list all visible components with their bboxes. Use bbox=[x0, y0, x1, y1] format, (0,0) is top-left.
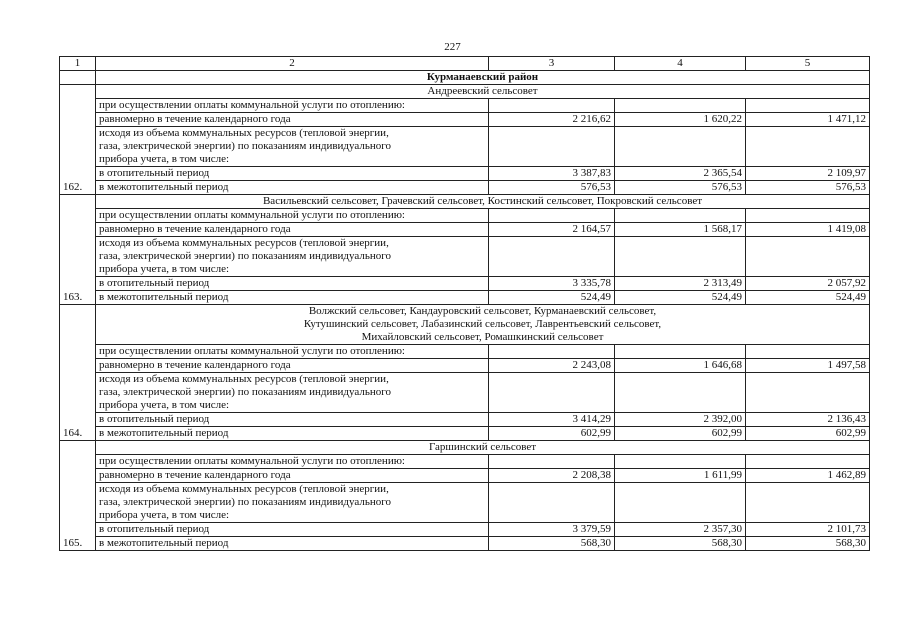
non-heating-period-row-label: в межотопительный период bbox=[96, 427, 489, 441]
non-heating-period-row-value-col3: 576,53 bbox=[489, 181, 615, 195]
intro-empty-col5 bbox=[746, 345, 870, 359]
non-heating-period-row-value-col5: 568,30 bbox=[746, 537, 870, 551]
non-heating-period-row bbox=[60, 427, 870, 441]
even-payment-row-value-col4: 1 568,17 bbox=[615, 223, 746, 237]
intro-empty-col4 bbox=[615, 455, 746, 469]
meter-text-line: прибора учета, в том числе: bbox=[99, 399, 230, 411]
heating-period-row-value-col5: 2 109,97 bbox=[746, 167, 870, 181]
intro-row bbox=[60, 99, 870, 113]
even-payment-row bbox=[60, 469, 870, 483]
non-heating-period-row-value-col3: 602,99 bbox=[489, 427, 615, 441]
non-heating-period-row-label: в межотопительный период bbox=[96, 537, 489, 551]
even-payment-row-value-col5: 1 419,08 bbox=[746, 223, 870, 237]
heating-period-row bbox=[60, 167, 870, 181]
non-heating-period-row-label: в межотопительный период bbox=[96, 291, 489, 305]
intro-label: при осуществлении оплаты коммунальной услуги по отоплению: bbox=[96, 455, 489, 469]
meter-description bbox=[96, 237, 489, 277]
intro-label: при осуществлении оплаты коммунальной услуги по отоплению: bbox=[96, 209, 489, 223]
even-payment-row bbox=[60, 113, 870, 127]
intro-empty-col4 bbox=[615, 99, 746, 113]
section-number: 164. bbox=[60, 305, 96, 441]
even-payment-row-value-col4: 1 646,68 bbox=[615, 359, 746, 373]
meter-text-line: газа, электрической энергии) по показаниям индивидуального bbox=[99, 386, 391, 398]
intro-empty-col5 bbox=[746, 209, 870, 223]
settlement-line: Кутушинский сельсовет, Лабазинский сельсовет, Лаврентьевский сельсовет, bbox=[303, 318, 662, 330]
heating-period-row-value-col4: 2 392,00 bbox=[615, 413, 746, 427]
intro-empty-col3 bbox=[489, 209, 615, 223]
intro-label: при осуществлении оплаты коммунальной услуги по отоплению: bbox=[96, 99, 489, 113]
column-header-1: 1 bbox=[60, 57, 96, 71]
settlement-line: Волжский сельсовет, Кандауровский сельсовет, Курманаевский сельсовет, bbox=[308, 305, 657, 317]
non-heating-period-row-value-col4: 524,49 bbox=[615, 291, 746, 305]
section-number: 163. bbox=[60, 195, 96, 305]
column-header-2: 2 bbox=[96, 57, 489, 71]
meter-row bbox=[60, 483, 870, 523]
non-heating-period-row-value-col5: 602,99 bbox=[746, 427, 870, 441]
meter-empty-col4 bbox=[615, 127, 746, 167]
meter-row bbox=[60, 237, 870, 277]
meter-empty-col4 bbox=[615, 237, 746, 277]
intro-row bbox=[60, 455, 870, 469]
non-heating-period-row bbox=[60, 291, 870, 305]
page-number: 227 bbox=[444, 41, 461, 53]
heating-period-row bbox=[60, 277, 870, 291]
meter-description bbox=[96, 127, 489, 167]
non-heating-period-row bbox=[60, 181, 870, 195]
meter-text-line: исходя из объема коммунальных ресурсов (тепловой энергии, bbox=[99, 127, 389, 139]
meter-text-line: прибора учета, в том числе: bbox=[99, 153, 230, 165]
even-payment-row-value-col4: 1 611,99 bbox=[615, 469, 746, 483]
column-header-3: 3 bbox=[489, 57, 615, 71]
even-payment-row-value-col4: 1 620,22 bbox=[615, 113, 746, 127]
even-payment-row-value-col5: 1 471,12 bbox=[746, 113, 870, 127]
heating-period-row-value-col5: 2 136,43 bbox=[746, 413, 870, 427]
column-header-5: 5 bbox=[746, 57, 870, 71]
even-payment-row-value-col5: 1 462,89 bbox=[746, 469, 870, 483]
even-payment-row-label: равномерно в течение календарного года bbox=[96, 469, 489, 483]
intro-empty-col3 bbox=[489, 455, 615, 469]
district-row bbox=[60, 71, 870, 85]
heating-period-row-label: в отопительный период bbox=[96, 523, 489, 537]
intro-empty-col5 bbox=[746, 99, 870, 113]
even-payment-row-value-col3: 2 164,57 bbox=[489, 223, 615, 237]
meter-empty-col5 bbox=[746, 483, 870, 523]
heating-period-row-value-col4: 2 313,49 bbox=[615, 277, 746, 291]
settlement-names bbox=[96, 305, 870, 345]
heating-period-row bbox=[60, 523, 870, 537]
meter-description bbox=[96, 373, 489, 413]
settlement-line: Андреевский сельсовет bbox=[427, 85, 538, 97]
heating-period-row-value-col5: 2 101,73 bbox=[746, 523, 870, 537]
heating-period-row-value-col3: 3 387,83 bbox=[489, 167, 615, 181]
intro-empty-col4 bbox=[615, 209, 746, 223]
even-payment-row-label: равномерно в течение календарного года bbox=[96, 113, 489, 127]
section-header-row bbox=[60, 195, 870, 209]
non-heating-period-row-value-col3: 524,49 bbox=[489, 291, 615, 305]
heating-period-row bbox=[60, 413, 870, 427]
heating-period-row-label: в отопительный период bbox=[96, 413, 489, 427]
settlement-line: Васильевский сельсовет, Грачевский сельсовет, Костинский сельсовет, Покровский сельсовет bbox=[262, 195, 703, 207]
even-payment-row-value-col3: 2 216,62 bbox=[489, 113, 615, 127]
meter-text-line: газа, электрической энергии) по показаниям индивидуального bbox=[99, 496, 391, 508]
even-payment-row-value-col5: 1 497,58 bbox=[746, 359, 870, 373]
settlement-names bbox=[96, 195, 870, 209]
meter-empty-col5 bbox=[746, 127, 870, 167]
meter-empty-col3 bbox=[489, 483, 615, 523]
non-heating-period-row-value-col5: 524,49 bbox=[746, 291, 870, 305]
section-header-row bbox=[60, 305, 870, 345]
settlement-names bbox=[96, 85, 870, 99]
heating-period-row-value-col3: 3 414,29 bbox=[489, 413, 615, 427]
intro-empty-col3 bbox=[489, 345, 615, 359]
even-payment-row-label: равномерно в течение календарного года bbox=[96, 359, 489, 373]
meter-row bbox=[60, 127, 870, 167]
meter-text-line: газа, электрической энергии) по показаниям индивидуального bbox=[99, 140, 391, 152]
meter-empty-col4 bbox=[615, 483, 746, 523]
non-heating-period-row-value-col3: 568,30 bbox=[489, 537, 615, 551]
heating-period-row-label: в отопительный период bbox=[96, 277, 489, 291]
meter-text-line: исходя из объема коммунальных ресурсов (тепловой энергии, bbox=[99, 237, 389, 249]
district-number-cell bbox=[60, 71, 96, 85]
column-number-header bbox=[60, 57, 870, 71]
intro-label: при осуществлении оплаты коммунальной услуги по отоплению: bbox=[96, 345, 489, 359]
settlement-line: Гаршинский сельсовет bbox=[428, 441, 537, 453]
meter-empty-col3 bbox=[489, 127, 615, 167]
settlement-names bbox=[96, 441, 870, 455]
meter-empty-col3 bbox=[489, 373, 615, 413]
settlement-line: Михайловский сельсовет, Ромашкинский сельсовет bbox=[361, 331, 604, 343]
heating-period-row-label: в отопительный период bbox=[96, 167, 489, 181]
meter-text-line: прибора учета, в том числе: bbox=[99, 509, 230, 521]
even-payment-row-value-col3: 2 243,08 bbox=[489, 359, 615, 373]
heating-period-row-value-col5: 2 057,92 bbox=[746, 277, 870, 291]
meter-text-line: исходя из объема коммунальных ресурсов (тепловой энергии, bbox=[99, 483, 389, 495]
intro-row bbox=[60, 345, 870, 359]
non-heating-period-row bbox=[60, 537, 870, 551]
non-heating-period-row-value-col4: 602,99 bbox=[615, 427, 746, 441]
heating-period-row-value-col4: 2 365,54 bbox=[615, 167, 746, 181]
meter-text-line: газа, электрической энергии) по показаниям индивидуального bbox=[99, 250, 391, 262]
intro-empty-col4 bbox=[615, 345, 746, 359]
heating-period-row-value-col3: 3 335,78 bbox=[489, 277, 615, 291]
intro-empty-col5 bbox=[746, 455, 870, 469]
tariff-table bbox=[59, 56, 870, 551]
meter-text-line: прибора учета, в том числе: bbox=[99, 263, 230, 275]
section-header-row bbox=[60, 441, 870, 455]
non-heating-period-row-value-col5: 576,53 bbox=[746, 181, 870, 195]
meter-text-line: исходя из объема коммунальных ресурсов (тепловой энергии, bbox=[99, 373, 389, 385]
section-number: 165. bbox=[60, 441, 96, 551]
intro-empty-col3 bbox=[489, 99, 615, 113]
district-title: Курманаевский район bbox=[96, 71, 870, 85]
even-payment-row-label: равномерно в течение календарного года bbox=[96, 223, 489, 237]
non-heating-period-row-value-col4: 576,53 bbox=[615, 181, 746, 195]
meter-empty-col3 bbox=[489, 237, 615, 277]
meter-empty-col5 bbox=[746, 237, 870, 277]
non-heating-period-row-value-col4: 568,30 bbox=[615, 537, 746, 551]
even-payment-row-value-col3: 2 208,38 bbox=[489, 469, 615, 483]
section-header-row bbox=[60, 85, 870, 99]
even-payment-row bbox=[60, 359, 870, 373]
heating-period-row-value-col4: 2 357,30 bbox=[615, 523, 746, 537]
heating-period-row-value-col3: 3 379,59 bbox=[489, 523, 615, 537]
meter-row bbox=[60, 373, 870, 413]
even-payment-row bbox=[60, 223, 870, 237]
meter-description bbox=[96, 483, 489, 523]
meter-empty-col4 bbox=[615, 373, 746, 413]
column-header-4: 4 bbox=[615, 57, 746, 71]
meter-empty-col5 bbox=[746, 373, 870, 413]
non-heating-period-row-label: в межотопительный период bbox=[96, 181, 489, 195]
intro-row bbox=[60, 209, 870, 223]
section-number: 162. bbox=[60, 85, 96, 195]
